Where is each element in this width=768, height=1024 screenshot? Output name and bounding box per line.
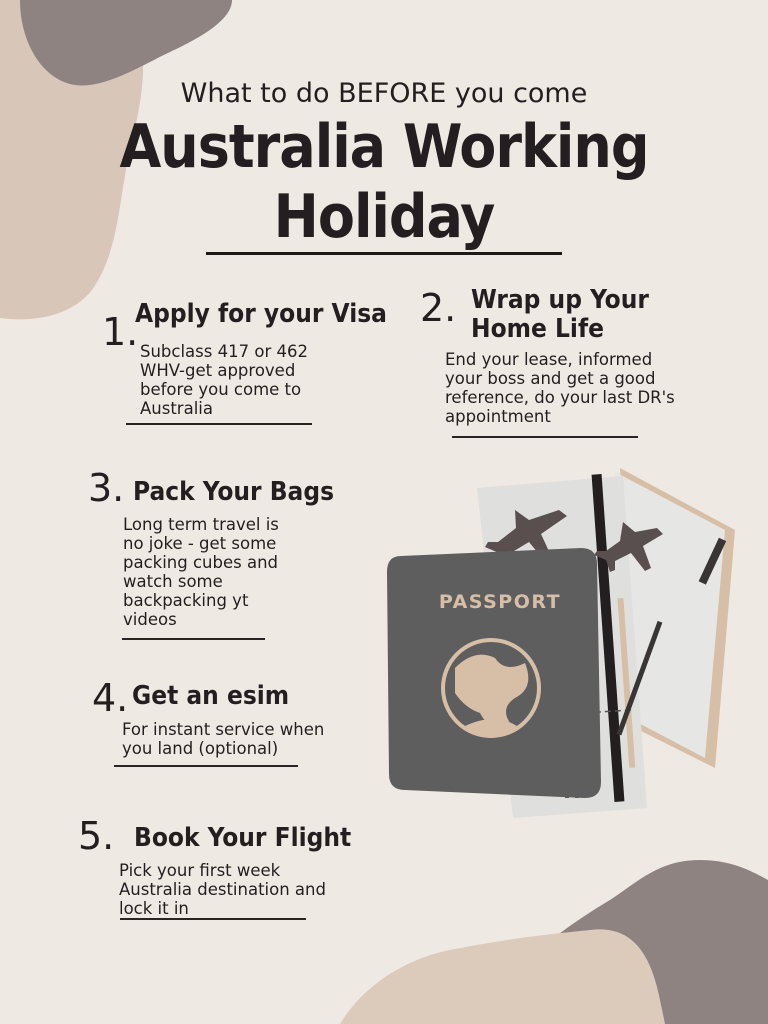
step-4-heading: Get an esim bbox=[132, 681, 290, 711]
title-underline bbox=[206, 252, 562, 255]
step-5-divider bbox=[120, 918, 306, 920]
step-3-text: Long term travel is no joke - get some packing cubes and watch some backpacking yt videos bbox=[123, 515, 279, 629]
step-2-text: End your lease, informed your boss and get a good reference, do your last DR's appointment bbox=[445, 350, 675, 426]
step-4-number: 4. bbox=[92, 676, 129, 720]
step-2-heading-line2: Home Life bbox=[471, 314, 604, 344]
step-4-text: For instant service when you land (optional) bbox=[122, 720, 325, 758]
passport-illustration bbox=[385, 468, 755, 828]
step-3-heading: Pack Your Bags bbox=[133, 477, 335, 507]
page-subtitle: What to do BEFORE you come bbox=[180, 78, 588, 109]
step-5-number: 5. bbox=[78, 814, 115, 858]
step-4-divider bbox=[114, 765, 298, 767]
step-2-heading-line1: Wrap up Your bbox=[471, 285, 649, 315]
step-1-number: 1. bbox=[102, 310, 139, 354]
step-5-text: Pick your first week Australia destination and lock it in bbox=[119, 861, 326, 918]
step-3-divider bbox=[122, 638, 265, 640]
passport-icon bbox=[387, 548, 601, 798]
page-title-line2: Holiday bbox=[273, 182, 495, 252]
step-1-text: Subclass 417 or 462 WHV-get approved before you come to Australia bbox=[140, 342, 308, 418]
step-2-divider bbox=[452, 436, 638, 438]
passport-label: PASSPORT bbox=[438, 591, 562, 613]
step-3-number: 3. bbox=[88, 466, 125, 510]
step-1-heading: Apply for your Visa bbox=[135, 299, 387, 329]
page-title-line1: Australia Working bbox=[119, 112, 649, 182]
step-5-heading: Book Your Flight bbox=[134, 823, 352, 853]
step-1-divider bbox=[126, 423, 312, 425]
step-2-number: 2. bbox=[420, 286, 457, 330]
